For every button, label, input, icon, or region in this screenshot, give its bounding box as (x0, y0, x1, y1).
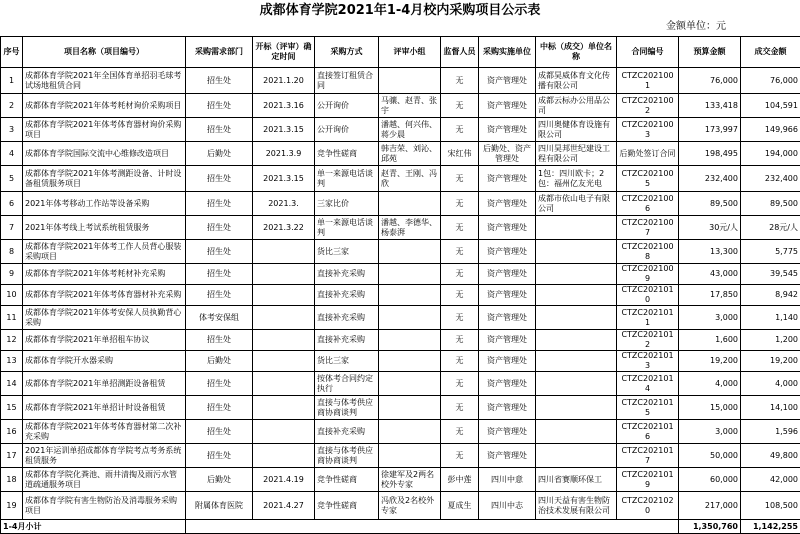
cell-winner (536, 372, 617, 396)
cell-winner (536, 216, 617, 240)
total-label: 1-4月小计 (1, 520, 186, 534)
cell-deal-amount: 232,400 (741, 166, 800, 192)
cell-contract-no: CTZC2021005 (617, 166, 679, 192)
cell-contract-no: CTZC2021013 (617, 351, 679, 372)
cell-method: 直接签订租赁合同 (315, 68, 379, 94)
cell-date: 2021.3.22 (253, 216, 315, 240)
cell-department: 后勤处 (186, 351, 253, 372)
cell-department: 后勤处 (186, 468, 253, 492)
cell-review-group (379, 306, 441, 330)
cell-project-name: 成都体育学院2021年体考体育器材询价采购项目 (23, 118, 186, 142)
cell-budget: 4,000 (679, 372, 741, 396)
cell-date: 2021.4.19 (253, 468, 315, 492)
table-row (1, 68, 800, 94)
cell-implementer: 资产管理处 (479, 166, 536, 192)
cell-contract-no: CTZC2021015 (617, 396, 679, 420)
cell-deal-amount: 4,000 (741, 372, 800, 396)
cell-winner: 四川省赛顺环保工 (536, 468, 617, 492)
cell-method: 直接补充采购 (315, 306, 379, 330)
cell-implementer: 资产管理处 (479, 192, 536, 216)
cell-seq: 11 (1, 306, 23, 330)
cell-department: 招生处 (186, 240, 253, 264)
cell-budget: 76,000 (679, 68, 741, 94)
cell-supervisor: 无 (441, 118, 479, 142)
currency-unit-label: 金额单位：元 (666, 19, 726, 35)
cell-seq: 9 (1, 264, 23, 285)
cell-seq: 1 (1, 68, 23, 94)
cell-deal-amount: 89,500 (741, 192, 800, 216)
cell-implementer: 资产管理处 (479, 306, 536, 330)
cell-date: 2021.3.16 (253, 94, 315, 118)
cell-contract-no: CTZC2021014 (617, 372, 679, 396)
cell-implementer: 四川中志 (479, 492, 536, 520)
cell-supervisor: 无 (441, 264, 479, 285)
cell-budget: 3,000 (679, 306, 741, 330)
cell-project-name: 成都体育学院2021年单招测距设备租赁 (23, 372, 186, 396)
cell-project-name: 成都体育学院2021年体考工作人员背心服装采购项目 (23, 240, 186, 264)
cell-seq: 7 (1, 216, 23, 240)
cell-contract-no: CTZC2021020 (617, 492, 679, 520)
cell-contract-no: CTZC2021006 (617, 192, 679, 216)
cell-budget: 43,000 (679, 264, 741, 285)
cell-project-name: 成都体育学院2021年全国体育单招羽毛球考试场地租赁合同 (23, 68, 186, 94)
cell-date (253, 264, 315, 285)
header-date: 开标（评审）确定时间 (253, 37, 315, 68)
cell-date (253, 372, 315, 396)
cell-contract-no: CTZC2021009 (617, 264, 679, 285)
cell-budget: 60,000 (679, 468, 741, 492)
cell-department: 招生处 (186, 372, 253, 396)
cell-contract-no: CTZC2021016 (617, 420, 679, 444)
cell-seq: 15 (1, 396, 23, 420)
cell-project-name: 成都体育学院2021年体考安保人员执勤背心采购 (23, 306, 186, 330)
cell-method: 单一来源电话谈判 (315, 216, 379, 240)
cell-implementer: 资产管理处 (479, 444, 536, 468)
cell-review-group: 徐建军及2两名校外专家 (379, 468, 441, 492)
cell-supervisor: 无 (441, 396, 479, 420)
cell-date: 2021.3.15 (253, 118, 315, 142)
cell-project-name: 2021年体考线上考试系统租赁服务 (23, 216, 186, 240)
cell-supervisor: 无 (441, 166, 479, 192)
cell-implementer: 资产管理处 (479, 240, 536, 264)
cell-project-name: 成都体育学院国际交流中心维修改造项目 (23, 142, 186, 166)
total-budget: 1,350,760 (679, 520, 741, 534)
cell-contract-no: CTZC2021001 (617, 68, 679, 94)
cell-implementer: 资产管理处 (479, 216, 536, 240)
cell-budget: 3,000 (679, 420, 741, 444)
cell-department: 招生处 (186, 68, 253, 94)
cell-seq: 12 (1, 330, 23, 351)
cell-date: 2021.3.9 (253, 142, 315, 166)
table-row (1, 166, 800, 192)
table-header-row (1, 37, 800, 68)
cell-review-group (379, 330, 441, 351)
cell-seq: 14 (1, 372, 23, 396)
table-row (1, 306, 800, 330)
table-row (1, 142, 800, 166)
cell-budget: 173,997 (679, 118, 741, 142)
table-row (1, 492, 800, 520)
header-department: 采购需求部门 (186, 37, 253, 68)
header-deal-amount: 成交金额 (741, 37, 800, 68)
cell-review-group (379, 372, 441, 396)
header-winner: 中标（成交）单位名称 (536, 37, 617, 68)
cell-method: 三家比价 (315, 192, 379, 216)
cell-method: 竞争性磋商 (315, 492, 379, 520)
cell-project-name: 成都体育学院2021年体考耗材补充采购 (23, 264, 186, 285)
cell-project-name: 成都体育学院开水器采购 (23, 351, 186, 372)
cell-department: 招生处 (186, 192, 253, 216)
cell-budget: 19,200 (679, 351, 741, 372)
cell-date (253, 420, 315, 444)
cell-seq: 6 (1, 192, 23, 216)
table-row (1, 396, 800, 420)
cell-project-name: 成都体育学院有害生物防治及消毒服务采购项目 (23, 492, 186, 520)
header-implementer: 采购实施单位 (479, 37, 536, 68)
cell-supervisor: 无 (441, 351, 479, 372)
cell-budget: 232,400 (679, 166, 741, 192)
cell-method: 直接补充采购 (315, 330, 379, 351)
cell-department: 体考安保组 (186, 306, 253, 330)
table-row (1, 351, 800, 372)
procurement-table (0, 36, 800, 534)
cell-method: 直接与体考供应商协商谈判 (315, 396, 379, 420)
cell-winner (536, 351, 617, 372)
cell-project-name: 2021年运训单招成都体育学院考点考务系统租赁服务 (23, 444, 186, 468)
total-row (1, 520, 800, 534)
cell-budget: 1,600 (679, 330, 741, 351)
cell-supervisor: 彭中莲 (441, 468, 479, 492)
cell-method: 公开询价 (315, 118, 379, 142)
cell-supervisor: 无 (441, 216, 479, 240)
cell-contract-no: CTZC2021008 (617, 240, 679, 264)
cell-implementer: 资产管理处 (479, 351, 536, 372)
cell-winner: 成都市依山电子有限公司 (536, 192, 617, 216)
cell-review-group (379, 285, 441, 306)
cell-winner (536, 285, 617, 306)
cell-department: 招生处 (186, 420, 253, 444)
cell-deal-amount: 1,200 (741, 330, 800, 351)
cell-winner (536, 396, 617, 420)
cell-winner: 四川昊邦世纪建设工程有限公司 (536, 142, 617, 166)
cell-review-group: 韩吉荣、刘沁、邱苑 (379, 142, 441, 166)
cell-date: 2021.1.20 (253, 68, 315, 94)
cell-contract-no: CTZC2021002 (617, 94, 679, 118)
cell-review-group: 潘越、李德华、杨泰湃 (379, 216, 441, 240)
table-body (1, 68, 800, 520)
cell-method: 货比三家 (315, 351, 379, 372)
cell-winner (536, 420, 617, 444)
table-row (1, 285, 800, 306)
cell-seq: 4 (1, 142, 23, 166)
cell-winner: 四川天益有害生物防治技术发展有限公司 (536, 492, 617, 520)
cell-winner (536, 264, 617, 285)
cell-deal-amount: 76,000 (741, 68, 800, 94)
cell-deal-amount: 108,500 (741, 492, 800, 520)
cell-deal-amount: 1,596 (741, 420, 800, 444)
cell-department: 招生处 (186, 118, 253, 142)
cell-supervisor: 无 (441, 444, 479, 468)
cell-supervisor: 无 (441, 68, 479, 94)
cell-implementer: 资产管理处 (479, 285, 536, 306)
cell-deal-amount: 19,200 (741, 351, 800, 372)
cell-date: 2021.3.15 (253, 166, 315, 192)
cell-seq: 13 (1, 351, 23, 372)
cell-deal-amount: 5,775 (741, 240, 800, 264)
cell-implementer: 资产管理处 (479, 372, 536, 396)
cell-winner: 四川奥健体育设施有限公司 (536, 118, 617, 142)
cell-method: 直接补充采购 (315, 264, 379, 285)
total-empty-cell (186, 520, 679, 534)
table-row (1, 330, 800, 351)
cell-method: 竞争性磋商 (315, 468, 379, 492)
cell-winner: 成都云标办公用品公司 (536, 94, 617, 118)
cell-winner: 成都昊威体育文化传播有限公司 (536, 68, 617, 94)
header-method: 采购方式 (315, 37, 379, 68)
cell-implementer: 后勤处、资产管理处 (479, 142, 536, 166)
cell-method: 竞争性磋商 (315, 142, 379, 166)
cell-deal-amount: 8,942 (741, 285, 800, 306)
cell-deal-amount: 28元/人 (741, 216, 800, 240)
cell-method: 直接补充采购 (315, 285, 379, 306)
table-row (1, 118, 800, 142)
header-supervisor: 监督人员 (441, 37, 479, 68)
cell-project-name: 成都体育学院2021年体考测距设备、计时设备租赁服务项目 (23, 166, 186, 192)
cell-date (253, 351, 315, 372)
cell-supervisor: 无 (441, 330, 479, 351)
cell-deal-amount: 194,000 (741, 142, 800, 166)
cell-deal-amount: 14,100 (741, 396, 800, 420)
cell-budget: 89,500 (679, 192, 741, 216)
cell-method: 直接补充采购 (315, 420, 379, 444)
cell-seq: 8 (1, 240, 23, 264)
cell-budget: 13,300 (679, 240, 741, 264)
cell-date (253, 240, 315, 264)
cell-supervisor: 无 (441, 372, 479, 396)
cell-contract-no: CTZC2021007 (617, 216, 679, 240)
cell-contract-no: CTZC2021011 (617, 306, 679, 330)
cell-date (253, 306, 315, 330)
cell-seq: 2 (1, 94, 23, 118)
cell-winner (536, 240, 617, 264)
cell-winner: 1包：四川欧卡；2包：福州亿友光电 (536, 166, 617, 192)
header-contract-no: 合同编号 (617, 37, 679, 68)
cell-contract-no: CTZC2021017 (617, 444, 679, 468)
cell-deal-amount: 42,000 (741, 468, 800, 492)
cell-method: 货比三家 (315, 240, 379, 264)
cell-implementer: 资产管理处 (479, 264, 536, 285)
cell-review-group (379, 192, 441, 216)
cell-project-name: 成都体育学院2021年体考体育器材补充采购 (23, 285, 186, 306)
cell-department: 招生处 (186, 330, 253, 351)
cell-deal-amount: 104,591 (741, 94, 800, 118)
cell-implementer: 资产管理处 (479, 118, 536, 142)
cell-supervisor: 夏成生 (441, 492, 479, 520)
header-seq: 序号 (1, 37, 23, 68)
cell-seq: 17 (1, 444, 23, 468)
cell-budget: 217,000 (679, 492, 741, 520)
cell-implementer: 资产管理处 (479, 420, 536, 444)
cell-review-group: 赵青、王刚、冯欣 (379, 166, 441, 192)
cell-implementer: 四川中意 (479, 468, 536, 492)
cell-review-group (379, 396, 441, 420)
cell-budget: 198,495 (679, 142, 741, 166)
cell-review-group (379, 420, 441, 444)
cell-department: 后勤处 (186, 142, 253, 166)
table-row (1, 192, 800, 216)
table-row (1, 216, 800, 240)
cell-winner (536, 306, 617, 330)
table-row (1, 94, 800, 118)
cell-project-name: 成都体育学院2021年体考耗材询价采购项目 (23, 94, 186, 118)
cell-supervisor: 无 (441, 420, 479, 444)
cell-project-name: 2021年体考移动工作站等设备采购 (23, 192, 186, 216)
cell-department: 招生处 (186, 396, 253, 420)
cell-method: 公开询价 (315, 94, 379, 118)
cell-contract-no: CTZC2021003 (617, 118, 679, 142)
cell-budget: 50,000 (679, 444, 741, 468)
cell-date (253, 330, 315, 351)
cell-project-name: 成都体育学院2021年单招计时设备租赁 (23, 396, 186, 420)
cell-review-group (379, 444, 441, 468)
cell-review-group (379, 264, 441, 285)
cell-supervisor: 宋红伟 (441, 142, 479, 166)
cell-department: 招生处 (186, 94, 253, 118)
cell-department: 招生处 (186, 285, 253, 306)
cell-method: 直接与体考供应商协商谈判 (315, 444, 379, 468)
cell-date (253, 444, 315, 468)
header-project-name: 项目名称（项目编号） (23, 37, 186, 68)
cell-deal-amount: 149,966 (741, 118, 800, 142)
cell-contract-no: CTZC2021012 (617, 330, 679, 351)
cell-method: 按体考合同约定执行 (315, 372, 379, 396)
cell-project-name: 成都体育学院2021年单招租车协议 (23, 330, 186, 351)
cell-winner (536, 444, 617, 468)
cell-contract-no: CTZC2021010 (617, 285, 679, 306)
cell-seq: 10 (1, 285, 23, 306)
page-title: 成都体育学院2021年1-4月校内采购项目公示表 (0, 0, 800, 22)
cell-supervisor: 无 (441, 306, 479, 330)
cell-seq: 16 (1, 420, 23, 444)
table-row (1, 240, 800, 264)
cell-deal-amount: 39,545 (741, 264, 800, 285)
table-row (1, 468, 800, 492)
cell-review-group (379, 351, 441, 372)
cell-contract-no: CTZC2021019 (617, 468, 679, 492)
cell-department: 附属体育医院 (186, 492, 253, 520)
cell-date: 2021.3. (253, 192, 315, 216)
cell-supervisor: 无 (441, 240, 479, 264)
cell-deal-amount: 1,140 (741, 306, 800, 330)
table-row (1, 264, 800, 285)
cell-budget: 133,418 (679, 94, 741, 118)
cell-date (253, 396, 315, 420)
cell-seq: 19 (1, 492, 23, 520)
cell-implementer: 资产管理处 (479, 396, 536, 420)
header-review-group: 评审小组 (379, 37, 441, 68)
cell-department: 招生处 (186, 444, 253, 468)
cell-review-group: 马骧、赵青、张宇 (379, 94, 441, 118)
cell-project-name: 成都体育学院2021年体考体育器材第二次补充采购 (23, 420, 186, 444)
cell-department: 招生处 (186, 264, 253, 285)
cell-department: 招生处 (186, 166, 253, 192)
cell-supervisor: 无 (441, 192, 479, 216)
cell-seq: 3 (1, 118, 23, 142)
cell-method: 单一来源电话谈判 (315, 166, 379, 192)
cell-budget: 30元/人 (679, 216, 741, 240)
total-deal: 1,142,255 (741, 520, 800, 534)
table-row (1, 420, 800, 444)
cell-seq: 5 (1, 166, 23, 192)
cell-review-group (379, 68, 441, 94)
cell-department: 招生处 (186, 216, 253, 240)
cell-budget: 17,850 (679, 285, 741, 306)
cell-deal-amount: 49,800 (741, 444, 800, 468)
cell-implementer: 资产管理处 (479, 94, 536, 118)
table-row (1, 444, 800, 468)
cell-supervisor: 无 (441, 285, 479, 306)
cell-supervisor: 无 (441, 94, 479, 118)
cell-implementer: 资产管理处 (479, 330, 536, 351)
cell-implementer: 资产管理处 (479, 68, 536, 94)
table-row (1, 372, 800, 396)
cell-date (253, 285, 315, 306)
cell-budget: 15,000 (679, 396, 741, 420)
cell-review-group: 冯欣及2名校外专家 (379, 492, 441, 520)
cell-review-group (379, 240, 441, 264)
cell-project-name: 成都体育学院化粪池、雨井清掏及雨污水管道疏通服务项目 (23, 468, 186, 492)
cell-contract-no: 后勤处签订合同 (617, 142, 679, 166)
cell-winner (536, 330, 617, 351)
cell-date: 2021.4.27 (253, 492, 315, 520)
cell-review-group: 潘越、何兴伟、蒋少晨 (379, 118, 441, 142)
cell-seq: 18 (1, 468, 23, 492)
header-budget: 预算金额 (679, 37, 741, 68)
